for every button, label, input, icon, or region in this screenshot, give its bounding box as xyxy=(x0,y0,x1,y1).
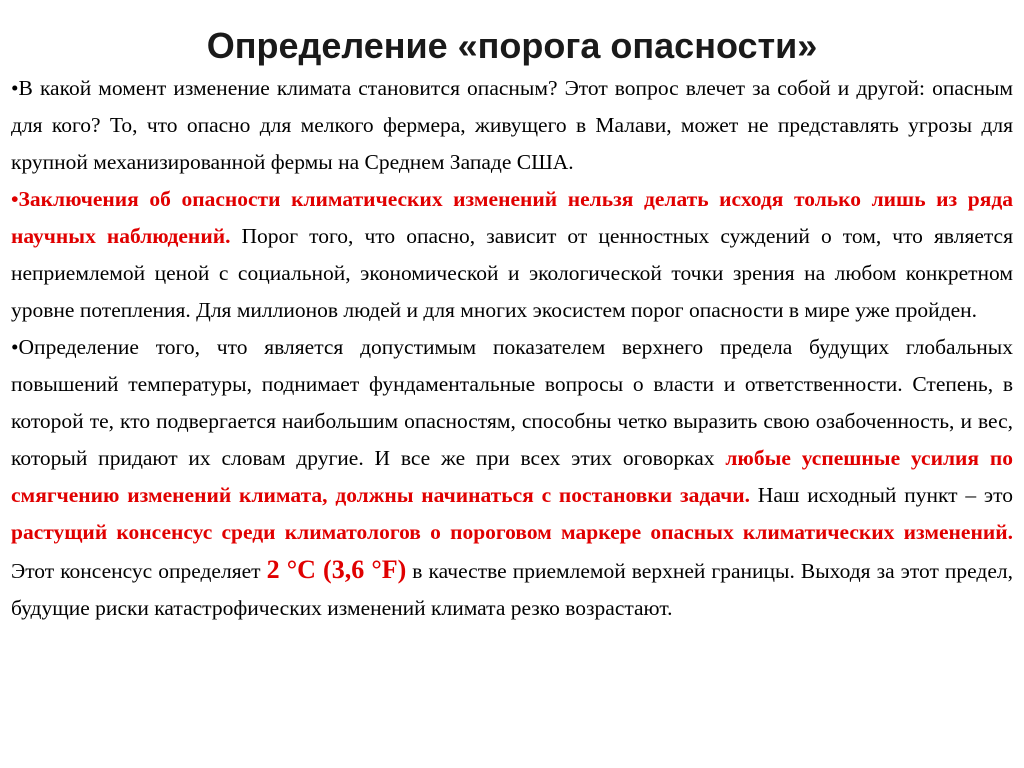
paragraph-2-text: Порог того, что опасно, зависит от ценностных суждений о том, что является неприемлемой ценой с социальной, экономической и экологической точки зрения на любом конкретном уровне потепления. Для миллионов людей и для многих экосистем порог опасности в мире уже пройден. xyxy=(11,224,1013,322)
bullet-marker: • xyxy=(11,187,19,211)
slide-body xyxy=(11,70,1013,627)
paragraph-2-highlight: Заключения об опасности климатических изменений нельзя делать исходя только лишь из ряда научных наблюдений. xyxy=(11,187,1013,248)
paragraph-3-text-b: Наш исходный пункт – это xyxy=(750,483,1013,507)
paragraph-3-text-a: Определение того, что является допустимым показателем верхнего предела будущих глобальных повышений температуры, поднимает фундаментальные вопросы о власти и ответственности. Степень, в которой те, кто подвергается наибольшим опасностям, способны четко выразить свою озабоченность, и вес, который придают их словам другие. И все же при всех этих оговорках xyxy=(11,335,1013,470)
paragraph-3-highlight-c: 2 °С (3,6 °F) xyxy=(266,555,407,584)
paragraph-1 xyxy=(11,70,1013,181)
paragraph-2 xyxy=(11,181,1013,329)
bullet-marker: • xyxy=(11,76,19,100)
paragraph-1-text: В какой момент изменение климата становится опасным? Этот вопрос влечет за собой и другой: опасным для кого? То, что опасно для мелкого фермера, живущего в Малави, может не представлять угрозы для крупной механизированной фермы на Среднем Западе США. xyxy=(11,76,1013,174)
paragraph-3-highlight-b: растущий консенсус среди климатологов о пороговом маркере опасных климатических изменений. xyxy=(11,520,1013,544)
paragraph-3-text-d: в качестве приемлемой верхней границы. Выходя за этот предел, будущие риски катастрофических изменений климата резко возрастают. xyxy=(11,559,1013,620)
slide-title: Определение «порога опасности» xyxy=(206,25,818,66)
bullet-marker: • xyxy=(11,335,19,359)
paragraph-3 xyxy=(11,329,1013,627)
paragraph-3-highlight-a: любые успешные усилия по смягчению изменений климата, должны начинаться с постановки задачи. xyxy=(11,446,1013,507)
paragraph-3-text-c: Этот консенсус определяет xyxy=(11,559,267,583)
